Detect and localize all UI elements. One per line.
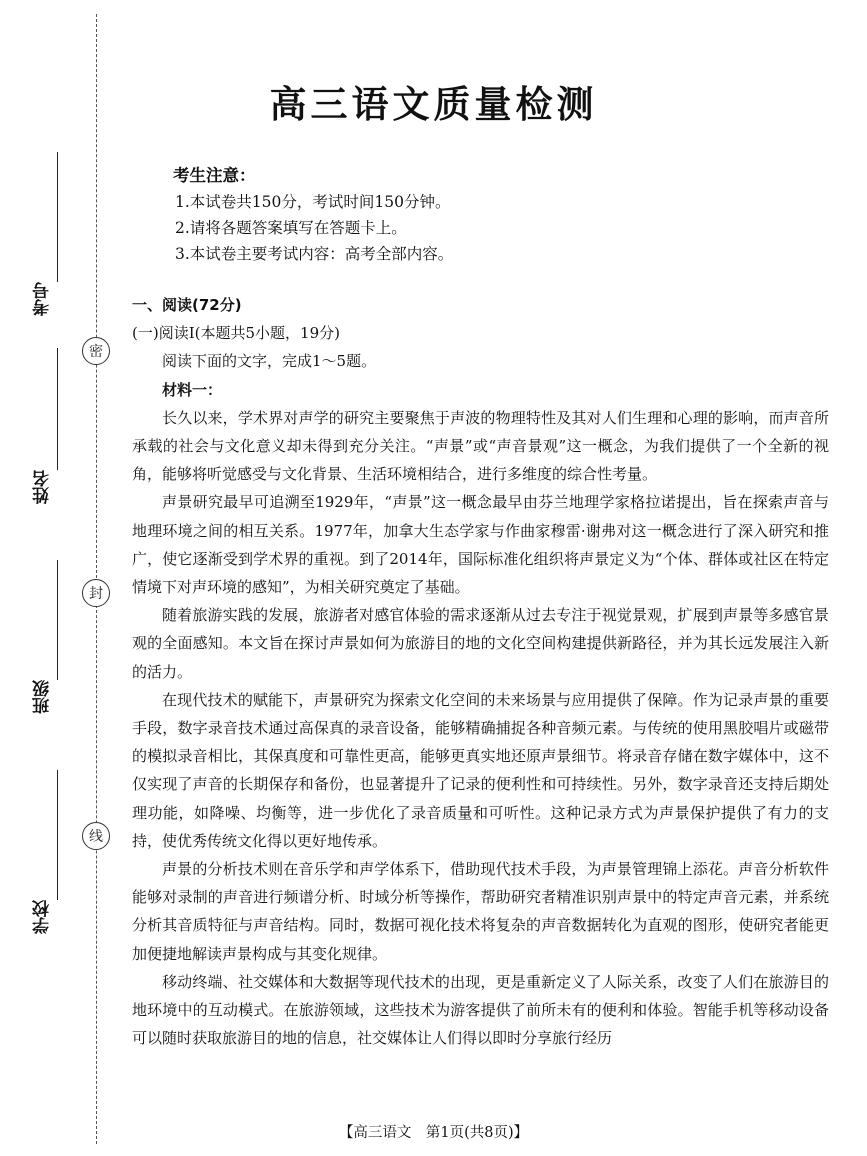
seal-xian: 线 [82, 822, 110, 850]
material-label: 材料一： [162, 380, 223, 399]
paragraph: 声景的分析技术则在音乐学和声学体系下，借助现代技术手段，为声景管理锦上添花。声音分析软件能够对录制的声音进行频谱分析、时域分析等操作，帮助研究者精准识别声景中的特定声音元素，并系统分析其音质特征与声音结构。同时，数据可视化技术将复杂的声音数据转化为直观的图形，使研究者能更加便捷地解读声景构成与其变化规律。 [132, 860, 829, 963]
paragraph: 在现代技术的赋能下，声景研究为探索文化空间的未来场景与应用提供了保障。作为记录声景的重要手段，数字录音技术通过高保真的录音设备，能够精确捕捉各种音频元素。与传统的使用黑胶唱片或磁带的模拟录音相比，其保真度和可靠性更高，能够更真实地还原声景细节。将录音存储在数字媒体中，这不仅实现了声音的长期保存和备份，也显著提升了记录的便利性和可持续性。另外，数字录音还支持后期处理功能，如降噪、均衡等，进一步优化了录音质量和可听性。这种记录方式为声景保护提供了有力的支持，使优秀传统文化得以更好地传承。 [132, 690, 829, 850]
paragraph: 移动终端、社交媒体和大数据等现代技术的出现，更是重新定义了人际关系，改变了人们在旅游目的地环境中的互动模式。在旅游领域，这些技术为游客提供了前所未有的便利和体验。智能手机等移动设备可以随时获取旅游目的地的信息，社交媒体让人们得以即时分享旅行经历 [132, 972, 829, 1048]
name-line [57, 348, 58, 470]
notice-item: 2.请将各题答案填写在答题卡上。 [175, 219, 407, 237]
seal-mi: 密 [82, 337, 110, 365]
exam-notice [173, 163, 453, 267]
section-subheading: (一)阅读Ⅰ(本题共5小题，19分) [132, 324, 340, 343]
paragraph: 长久以来，学术界对声学的研究主要聚焦于声波的物理特性及其对人们生理和心理的影响，而声音所承载的社会与文化意义却未得到充分关注。“声景”或“声音景观”这一概念，为我们提供了一个全新的视角，能够将听觉感受与文化背景、生活环境相结合，进行多维度的综合性考量。 [132, 408, 829, 484]
exam-no-label: 考号 [33, 282, 53, 316]
name-label: 姓名 [33, 470, 53, 504]
page-footer: 【高三语文 第1页(共8页)】 [338, 1125, 529, 1141]
paragraph: 声景研究最早可追溯至1929年，“声景”这一概念最早由芬兰地理学家格拉诺提出，旨在探索声音与地理环境之间的相互关系。1977年，加拿大生态学家与作曲家穆雷·谢弗对这一概念进行了深入研究和推广，使它逐渐受到学术界的重视。到了2014年，国际标准化组织将声景定义为“个体、群体或社区在特定情境下对声环境的感知”，为相关研究奠定了基础。 [132, 493, 829, 597]
paragraph: 随着旅游实践的发展，旅游者对感官体验的需求逐渐从过去专注于视觉景观，扩展到声景等多感官景观的全面感知。本文旨在探讨声景如何为旅游目的地的文化空间构建提供新路径，并为其长远发展注入新的活力。 [132, 606, 829, 681]
reading-instruction: 阅读下面的文字，完成1～5题。 [162, 352, 377, 371]
page-title: 高三语文质量检测 [269, 83, 598, 126]
notice-item: 1.本试卷共150分，考试时间150分钟。 [175, 193, 451, 211]
seal-feng: 封 [82, 579, 110, 607]
school-label: 学校 [33, 900, 53, 934]
class-label: 班级 [33, 680, 53, 714]
class-line [57, 560, 58, 680]
section-heading: 一、阅读(72分) [132, 296, 242, 314]
notice-heading: 考生注意： [173, 166, 256, 185]
school-line [57, 770, 58, 900]
notice-item: 3.本试卷主要考试内容：高考全部内容。 [175, 245, 454, 263]
exam-no-line [57, 152, 58, 282]
reading-section [132, 291, 829, 1052]
